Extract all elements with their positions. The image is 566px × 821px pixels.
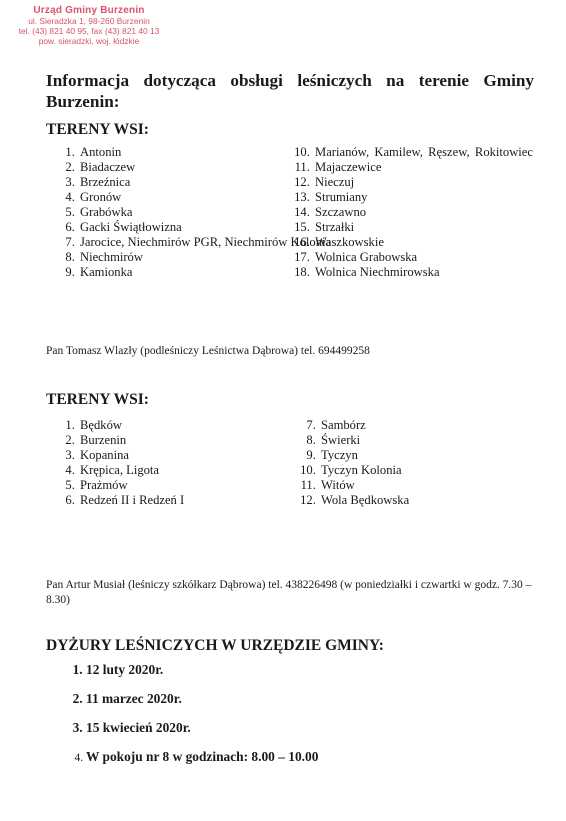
list-item: 11. Witów bbox=[319, 478, 549, 493]
office-stamp bbox=[14, 6, 164, 46]
list-item: 12. Wola Będkowska bbox=[319, 493, 549, 508]
list-item: 7. Sambórz bbox=[319, 418, 549, 433]
list-item: 3. Brzeźnica bbox=[78, 175, 348, 190]
stamp-phone: tel. (43) 821 40 95, fax (43) 821 40 13 bbox=[18, 26, 160, 36]
stamp-address: ul. Sieradzka 1, 98-260 Burzenin bbox=[28, 16, 150, 26]
list-item: 3. 15 kwiecień 2020r. bbox=[86, 718, 318, 737]
stamp-district: pow. sieradzki, woj. łódzkie bbox=[38, 36, 140, 46]
list-item: 8. Niechmirów bbox=[78, 250, 348, 265]
list-item: 5. Prażmów bbox=[78, 478, 338, 493]
list-item: 9. Tyczyn bbox=[319, 448, 549, 463]
section2-list-right bbox=[289, 418, 549, 508]
document-title: Informacja dotycząca obsługi leśniczych na terenie Gminy Burzenin: bbox=[46, 71, 534, 111]
list-item: 14. Szczawno bbox=[313, 205, 533, 220]
list-item: 9. Kamionka bbox=[78, 265, 348, 280]
section1-heading: TERENY WSI: bbox=[46, 121, 149, 138]
stamp-name: Urząd Gminy Burzenin bbox=[33, 5, 145, 16]
list-item: 16. Waszkowskie bbox=[313, 235, 533, 250]
list-item: 5. Grabówka bbox=[78, 205, 348, 220]
list-item: 12. Nieczuj bbox=[313, 175, 533, 190]
list-item: 10. Tyczyn Kolonia bbox=[319, 463, 549, 478]
section1-list-right bbox=[283, 145, 533, 280]
list-item: 4. Gronów bbox=[78, 190, 348, 205]
list-item: 8. Świerki bbox=[319, 433, 549, 448]
section2-heading: TERENY WSI: bbox=[46, 391, 149, 408]
list-item: 13. Strumiany bbox=[313, 190, 533, 205]
duty-list bbox=[46, 660, 318, 776]
section1-contact: Pan Tomasz Wlazły (podleśniczy Leśnictwa Dąbrowa) tel. 694499258 bbox=[46, 345, 370, 357]
list-item: 1. Będków bbox=[78, 418, 338, 433]
duty-heading: DYŻURY LEŚNICZYCH W URZĘDZIE GMINY: bbox=[46, 637, 384, 654]
list-item: 2. 11 marzec 2020r. bbox=[86, 689, 318, 708]
list-item: 11. Majaczewice bbox=[313, 160, 533, 175]
list-item: 10. Marianów, Kamilew, Ręszew, Rokitowiec bbox=[313, 145, 533, 160]
list-item: 17. Wolnica Grabowska bbox=[313, 250, 533, 265]
list-item: 2. Burzenin bbox=[78, 433, 338, 448]
list-item: 15. Strzałki bbox=[313, 220, 533, 235]
list-item: 3. Kopanina bbox=[78, 448, 338, 463]
list-item: 7. Jarocice, Niechmirów PGR, Niechmirów Kolonia bbox=[78, 235, 348, 250]
list-item: 4. W pokoju nr 8 w godzinach: 8.00 – 10.00 bbox=[86, 747, 318, 766]
list-item: 6. Redzeń II i Redzeń I bbox=[78, 493, 338, 508]
list-item: 4. Krępica, Ligota bbox=[78, 463, 338, 478]
list-item: 18. Wolnica Niechmirowska bbox=[313, 265, 533, 280]
section2-contact: Pan Artur Musiał (leśniczy szkółkarz Dąbrowa) tel. 438226498 (w poniedziałki i czwartki w godz. 7.30 – 8.30) bbox=[46, 579, 532, 606]
list-item: 2. Biadaczew bbox=[78, 160, 348, 175]
list-item: 1. Antonin bbox=[78, 145, 348, 160]
list-item: 6. Gacki Świątłowizna bbox=[78, 220, 348, 235]
list-item: 1. 12 luty 2020r. bbox=[86, 660, 318, 679]
